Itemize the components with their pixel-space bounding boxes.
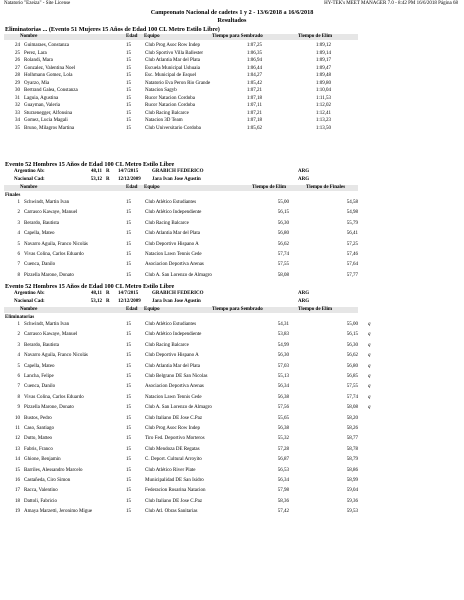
col-name: Nombre (20, 185, 38, 190)
record-time: 48,11 (91, 291, 102, 296)
result-time-cell: 58,78 (346, 446, 358, 452)
place-cell: 29 (15, 80, 20, 86)
swimmer-name-cell: Pizzella Marone, Donato (24, 405, 74, 411)
record-holder: Jara Ivan Jose Agustin (152, 177, 201, 182)
record-label: Argentino Ab: (14, 169, 45, 174)
team-cell: Club Deportivo Hispano A (145, 241, 199, 247)
swimmer-name-cell: Dutto, Matteo (24, 436, 53, 442)
team-cell: Club Atlético Estudiantes (145, 322, 197, 327)
seed-time-cell: 56,80 (277, 231, 289, 237)
team-cell: Club Prog Asoc Row Indep (145, 426, 200, 431)
record-team: ARG (298, 291, 310, 296)
age-cell: 15 (126, 353, 131, 359)
age-cell: 15 (126, 252, 131, 257)
swimmer-name-cell: Capella, Mateo (24, 231, 55, 237)
place-cell: 8 (17, 272, 20, 278)
seed-time-cell: 55,13 (277, 374, 289, 379)
place-cell: 4 (17, 231, 20, 237)
result-time-cell: 56,41 (346, 231, 358, 237)
swimmer-name-cell: Cuenca, Danilo (24, 262, 56, 268)
seed-time-cell: 57,55 (277, 262, 289, 268)
age-cell: 15 (126, 332, 131, 338)
record-date: 12/12/2009 (118, 177, 141, 182)
place-cell: 33 (15, 110, 20, 116)
place-cell: 31 (15, 95, 20, 101)
place-cell: 3 (17, 220, 20, 226)
place-cell: 5 (17, 363, 20, 369)
swimmer-name-cell: Barriles, Alessandro Marcelo (24, 467, 83, 473)
swimmer-name-cell: Navarro Aguila, Franco Nicolás (24, 353, 88, 359)
record-holder: GRABICH FEDERICO (152, 169, 204, 174)
seed-time-cell: 1:07,18 (246, 95, 262, 101)
team-cell: Club Prog Asoc Row Indep (145, 43, 200, 48)
age-cell: 15 (126, 125, 131, 131)
place-cell: 2 (17, 332, 20, 338)
age-cell: 15 (126, 467, 131, 473)
place-cell: 9 (17, 405, 20, 411)
age-cell: 15 (126, 478, 131, 483)
record-flag: R (106, 291, 110, 296)
age-cell: 15 (126, 363, 131, 369)
seed-time-cell: 55,32 (277, 436, 289, 442)
result-time-cell: 57,25 (346, 241, 358, 247)
place-cell: 1 (17, 200, 20, 205)
seed-time-cell: 53,83 (277, 332, 289, 338)
result-time-cell: 56,30 (346, 342, 358, 348)
result-time-cell: 56,62 (346, 353, 358, 359)
team-cell: Federacion Rosarina Natacion (145, 488, 206, 494)
event-heading-52-finals: Evento 52 Hombres 15 Años de Edad 100 CL Metro Estilo Libre (5, 161, 175, 168)
swimmer-name-cell: Holhmann Gomez, Lola (24, 73, 73, 78)
result-time-cell: 55,79 (346, 220, 358, 226)
result-time-cell: 56,80 (346, 363, 358, 369)
place-cell: 32 (15, 103, 20, 108)
place-cell: 6 (17, 252, 20, 257)
swimmer-name-cell: Berardo, Bautista (24, 220, 59, 226)
qualifier-mark: q (368, 342, 371, 348)
place-cell: 15 (15, 467, 20, 473)
column-header-bar (4, 185, 358, 191)
team-cell: Club A. San Lorenzo de Almagro (145, 272, 212, 278)
team-cell: Club Racing Balcarce (145, 110, 189, 116)
result-time-cell: 1:12,02 (315, 103, 331, 108)
result-time-cell: 59,04 (346, 488, 358, 494)
record-holder: GRABICH FEDERICO (152, 291, 204, 296)
swimmer-name-cell: Vivas Colina, Carlos Eduardo (24, 252, 84, 257)
col-seed: Tiempo para Sembrado (212, 34, 263, 39)
place-cell: 1 (17, 322, 20, 327)
result-time-cell: 58,86 (346, 467, 358, 473)
meet-title: Campeonato Nacional de cadetes 1 y 2 - 13/6/2018 a 16/6/2018 (150, 9, 314, 16)
col-team: Equipo (144, 307, 160, 312)
place-cell: 34 (15, 118, 20, 123)
team-cell: Club Atlantia Mar del Plata (145, 363, 200, 369)
place-cell: 6 (17, 374, 20, 379)
swimmer-name-cell: Bertrand Galea, Constanza (24, 88, 78, 93)
swimmer-name-cell: Berardo, Bautista (24, 342, 59, 348)
swimmer-name-cell: Gomez, Lucia Magali (24, 118, 68, 123)
record-time: 53,12 (90, 299, 102, 304)
seed-time-cell: 55,00 (277, 200, 289, 205)
seed-time-cell: 54,99 (277, 342, 289, 348)
qualifier-mark: q (368, 332, 371, 338)
record-flag: R (106, 177, 110, 182)
record-team: ARG (298, 177, 310, 182)
seed-time-cell: 57,98 (277, 488, 289, 494)
result-time-cell: 57,77 (346, 272, 358, 278)
seed-time-cell: 57,28 (277, 446, 289, 452)
swimmer-name-cell: Bruno, Milagros Martina (24, 125, 75, 131)
result-time-cell: 1:12,41 (315, 110, 331, 116)
record-holder: Jara Ivan Jose Agustin (152, 299, 201, 304)
result-time-cell: 1:11,53 (316, 95, 331, 101)
col-final: Tiempo de Finales (306, 185, 346, 190)
qualifier-mark: q (368, 363, 371, 369)
swimmer-name-cell: Carrasco Kawaye, Manuel (24, 210, 78, 216)
seed-time-cell: 1:06,44 (246, 65, 262, 71)
age-cell: 15 (126, 200, 131, 205)
team-cell: Tiro Fed. Deportivo Morteros (145, 436, 205, 442)
age-cell: 15 (126, 73, 131, 78)
team-cell: Club Atl. Obras Sanitarias (145, 509, 198, 515)
age-cell: 15 (126, 95, 131, 101)
swimmer-name-cell: Guimaraes, Constanza (24, 43, 69, 48)
swimmer-name-cell: Oyarzo, Mia (24, 80, 50, 86)
result-time-cell: 1:09,12 (315, 43, 331, 48)
seed-time-cell: 58,08 (277, 272, 289, 278)
place-cell: 17 (15, 488, 20, 494)
seed-time-cell: 1:06,94 (246, 58, 262, 63)
result-time-cell: 1:13,23 (315, 118, 331, 123)
result-time-cell: 59,36 (346, 498, 358, 504)
swimmer-name-cell: Gonzalez, Valentina Noel (24, 65, 76, 71)
swimmer-name-cell: Rolandi, Mara (24, 58, 53, 63)
swimmer-name-cell: Castañeda, Ciro Simon (24, 478, 71, 483)
result-time-cell: 55,00 (346, 322, 358, 327)
team-cell: Asociacion Deportiva Arenas (145, 262, 204, 268)
seed-time-cell: 56,62 (277, 241, 289, 247)
col-team: Equipo (144, 185, 160, 190)
seed-time-cell: 57,42 (277, 509, 289, 515)
record-team: ARG (298, 169, 310, 174)
age-cell: 15 (126, 43, 131, 48)
event-heading-52-prelims: Evento 52 Hombres 15 Años de Edad 100 CL Metro Estilo Libre (5, 283, 175, 290)
seed-time-cell: 56,53 (277, 467, 289, 473)
age-cell: 15 (126, 118, 131, 123)
team-cell: Club A. San Lorenzo de Almagro (145, 405, 212, 411)
seed-time-cell: 56,30 (277, 220, 289, 226)
team-cell: Escuela Municipal Ushuaia (145, 65, 200, 71)
swimmer-name-cell: Perez, Lara (24, 50, 47, 56)
seed-time-cell: 56,34 (277, 384, 289, 390)
col-final: Tiempo de Elim (298, 34, 333, 39)
record-date: 14/7/2015 (118, 291, 139, 296)
age-cell: 15 (126, 426, 131, 431)
team-cell: Rucor Natacion Cordoba (145, 95, 195, 101)
place-cell: 25 (15, 50, 20, 56)
team-cell: Club Atlético Independiente (145, 332, 202, 338)
team-cell: Club Mendoza DE Regatas (145, 446, 200, 452)
swimmer-name-cell: Caso, Santiago (24, 426, 54, 431)
seed-time-cell: 57,74 (277, 252, 289, 257)
results-title: Resultados (217, 17, 247, 24)
swimmer-name-cell: Racca, Valentino (24, 488, 58, 494)
col-age: Edad (126, 185, 138, 190)
age-cell: 15 (126, 509, 131, 515)
age-cell: 15 (126, 457, 131, 463)
result-time-cell: 58,99 (346, 478, 358, 483)
age-cell: 15 (126, 220, 131, 226)
result-time-cell: 58,26 (346, 426, 358, 431)
seed-time-cell: 57,56 (277, 405, 289, 411)
team-cell: Rucor Natacion Cordoba (145, 103, 195, 108)
seed-time-cell: 56,87 (277, 457, 289, 463)
age-cell: 15 (126, 50, 131, 56)
swimmer-name-cell: Lancha, Felipe (24, 374, 54, 379)
record-flag: R (106, 169, 110, 174)
team-cell: Club Italiano DE Jose C.Paz (145, 415, 203, 421)
result-time-cell: 57,55 (346, 384, 358, 390)
result-time-cell: 58,77 (346, 436, 358, 442)
round-subheading: Eliminatorias (5, 315, 35, 320)
result-time-cell: 57,64 (346, 262, 358, 268)
seed-time-cell: 1:07,21 (246, 110, 262, 116)
team-cell: Club Atlético River Plate (145, 467, 196, 473)
col-age: Edad (126, 307, 138, 312)
result-time-cell: 59,53 (346, 509, 358, 515)
round-subheading: Finales (5, 193, 21, 198)
swimmer-name-cell: Vivas Colina, Carlos Eduardo (24, 394, 84, 400)
swimmer-name-cell: Guayman, Valeria (24, 103, 61, 108)
page-info: HY-TEK's MEET MANAGER 7.0 - 8:42 PM 16/6/2018 Página 68 (324, 1, 458, 6)
result-time-cell: 1:09,17 (315, 58, 331, 63)
record-team: ARG (298, 299, 310, 304)
age-cell: 15 (126, 272, 131, 278)
age-cell: 15 (126, 436, 131, 442)
qualifier-mark: q (368, 374, 371, 379)
age-cell: 15 (126, 88, 131, 93)
col-seed: Tiempo de Elim (252, 185, 287, 190)
result-time-cell: 1:09,80 (315, 80, 331, 86)
place-cell: 28 (15, 73, 20, 78)
team-cell: Club Sportivo Villa Ballester (145, 50, 204, 56)
record-time: 53,12 (90, 177, 102, 182)
place-cell: 24 (15, 43, 20, 48)
swimmer-name-cell: Amaya Marzetti, Jeronimo Migue (24, 509, 93, 515)
age-cell: 15 (126, 103, 131, 108)
result-time-cell: 57,74 (346, 394, 358, 400)
team-cell: Club Universitario Cordoba (145, 125, 201, 131)
seed-time-cell: 55,65 (277, 415, 289, 421)
age-cell: 15 (126, 405, 131, 411)
age-cell: 15 (126, 498, 131, 504)
swimmer-name-cell: Bustos, Pedro (24, 415, 52, 421)
seed-time-cell: 56,15 (277, 210, 289, 216)
qualifier-mark: q (368, 353, 371, 359)
swimmer-name-cell: Navarro Aguila, Franco Nicolás (24, 241, 88, 247)
col-name: Nombre (20, 34, 38, 39)
age-cell: 15 (126, 322, 131, 327)
swimmer-name-cell: Pizzella Marone, Donato (24, 272, 74, 278)
place-cell: 35 (15, 125, 20, 131)
age-cell: 15 (126, 374, 131, 379)
software-license-label: Natatorio "Ezeiza" - Site License (4, 1, 71, 6)
swimmer-name-cell: Capella, Mateo (24, 363, 55, 369)
place-cell: 4 (17, 353, 20, 359)
place-cell: 14 (15, 457, 20, 463)
place-cell: 2 (17, 210, 20, 216)
record-label: Nacional Cad: (14, 177, 45, 182)
record-time: 48,11 (91, 169, 102, 174)
place-cell: 27 (15, 65, 20, 71)
result-time-cell: 56,85 (346, 374, 358, 379)
seed-time-cell: 1:06,35 (246, 50, 262, 56)
team-cell: Esc. Municipal de Esquel (145, 73, 197, 78)
age-cell: 15 (126, 58, 131, 63)
place-cell: 16 (15, 478, 20, 483)
result-time-cell: 54,58 (346, 200, 358, 205)
seed-time-cell: 56,30 (277, 353, 289, 359)
place-cell: 10 (15, 415, 20, 421)
age-cell: 15 (126, 65, 131, 71)
place-cell: 7 (17, 262, 20, 268)
seed-time-cell: 1:04,27 (246, 73, 262, 78)
team-cell: Club Racing Balcarce (145, 220, 189, 226)
result-time-cell: 1:09,14 (315, 50, 331, 56)
swimmer-name-cell: Dattoli, Fabricio (24, 498, 58, 504)
record-label: Argentino Ab: (14, 291, 45, 296)
col-team: Equipo (144, 34, 160, 39)
place-cell: 7 (17, 384, 20, 390)
team-cell: Asociacion Deportiva Arenas (145, 384, 204, 390)
col-final: Tiempo de Elim (298, 307, 333, 312)
age-cell: 15 (126, 415, 131, 421)
record-date: 12/12/2009 (118, 299, 141, 304)
team-cell: Natacion Sagyb (145, 88, 177, 93)
place-cell: 11 (15, 426, 20, 431)
team-cell: Natacion Lawn Tennis Cede (145, 394, 202, 400)
record-flag: R (106, 299, 110, 304)
swimmer-name-cell: Schwindt, Martin Ivan (24, 200, 70, 205)
seed-time-cell: 1:07,18 (246, 118, 262, 123)
seed-time-cell: 1:07,11 (247, 103, 262, 108)
team-cell: Club Deportivo Hispano A (145, 353, 199, 359)
team-cell: Club Racing Balcarce (145, 342, 189, 348)
place-cell: 26 (15, 58, 20, 63)
age-cell: 15 (126, 241, 131, 247)
seed-time-cell: 1:05,62 (246, 125, 262, 131)
team-cell: Club Atlético Independiente (145, 210, 202, 216)
swimmer-name-cell: Carrasco Kawaye, Manuel (24, 332, 78, 338)
place-cell: 3 (17, 342, 20, 348)
result-time-cell: 56,15 (346, 332, 358, 338)
team-cell: Club Belgrano DE San Nicolas (145, 374, 208, 379)
qualifier-mark: q (368, 322, 371, 327)
seed-time-cell: 56,38 (277, 426, 289, 431)
seed-time-cell: 56,38 (277, 394, 289, 400)
result-time-cell: 1:09,47 (315, 65, 331, 71)
team-cell: Natacion 3D Team (145, 118, 183, 123)
swimmer-name-cell: Schwindt, Martin Ivan (24, 322, 70, 327)
result-time-cell: 1:13,50 (315, 125, 331, 131)
seed-time-cell: 58,36 (277, 498, 289, 504)
place-cell: 30 (15, 88, 20, 93)
swimmer-name-cell: Sturzenegger, Alfonsina (24, 110, 73, 116)
team-cell: Club Italiano DE Jose C.Paz (145, 498, 203, 504)
team-cell: Municipalidad DE San Isidro (145, 478, 204, 483)
swimmer-name-cell: Fabris, Franco (24, 446, 53, 452)
col-name: Nombre (20, 307, 38, 312)
swimmer-name-cell: Ghione, Benjamin (24, 457, 61, 463)
age-cell: 15 (126, 384, 131, 390)
team-cell: Club Atlético Estudiantes (145, 200, 197, 205)
seed-time-cell: 1:07,25 (246, 43, 262, 48)
qualifier-mark: q (368, 405, 371, 411)
result-time-cell: 58,08 (346, 405, 358, 411)
place-cell: 13 (15, 446, 20, 452)
age-cell: 15 (126, 110, 131, 116)
result-time-cell: 58,79 (346, 457, 358, 463)
team-cell: C. Deport. Cultural Arroyito (145, 457, 202, 463)
age-cell: 15 (126, 231, 131, 237)
team-cell: Natacion Lawn Tennis Cede (145, 252, 202, 257)
seed-time-cell: 1:07,21 (246, 88, 262, 93)
result-time-cell: 54,98 (346, 210, 358, 216)
record-label: Nacional Cad: (14, 299, 45, 304)
age-cell: 15 (126, 394, 131, 400)
result-time-cell: 58,20 (346, 415, 358, 421)
age-cell: 15 (126, 262, 131, 268)
place-cell: 18 (15, 498, 20, 504)
result-time-cell: 1:10,04 (315, 88, 331, 93)
age-cell: 15 (126, 342, 131, 348)
team-cell: Club Atlantia Mar del Plata (145, 58, 200, 63)
swimmer-name-cell: Laguia, Agustina (24, 95, 59, 101)
seed-time-cell: 1:05,42 (246, 80, 262, 86)
age-cell: 15 (126, 210, 131, 216)
event-heading-51: Eliminatorias ... (Evento 51 Mujeres 15 Años de Edad 100 CL Metro Estilo Libre) (5, 26, 220, 33)
seed-time-cell: 54,31 (277, 322, 289, 327)
place-cell: 12 (15, 436, 20, 442)
result-time-cell: 1:09,48 (315, 73, 331, 78)
team-cell: Club Atlantia Mar del Plata (145, 231, 200, 237)
age-cell: 15 (126, 488, 131, 494)
qualifier-mark: q (368, 394, 371, 400)
age-cell: 15 (126, 80, 131, 86)
col-age: Edad (126, 34, 138, 39)
place-cell: 8 (17, 394, 20, 400)
seed-time-cell: 56,34 (277, 478, 289, 483)
record-date: 14/7/2015 (118, 169, 139, 174)
place-cell: 19 (15, 509, 20, 515)
age-cell: 15 (126, 446, 131, 452)
place-cell: 5 (17, 241, 20, 247)
swimmer-name-cell: Cuenca, Danilo (24, 384, 56, 390)
seed-time-cell: 57,03 (277, 363, 289, 369)
col-seed: Tiempo para Sembrado (212, 307, 263, 312)
result-time-cell: 57,46 (346, 252, 358, 257)
qualifier-mark: q (368, 384, 371, 390)
team-cell: Natatorio Eva Peron Rio Grande (145, 80, 211, 86)
